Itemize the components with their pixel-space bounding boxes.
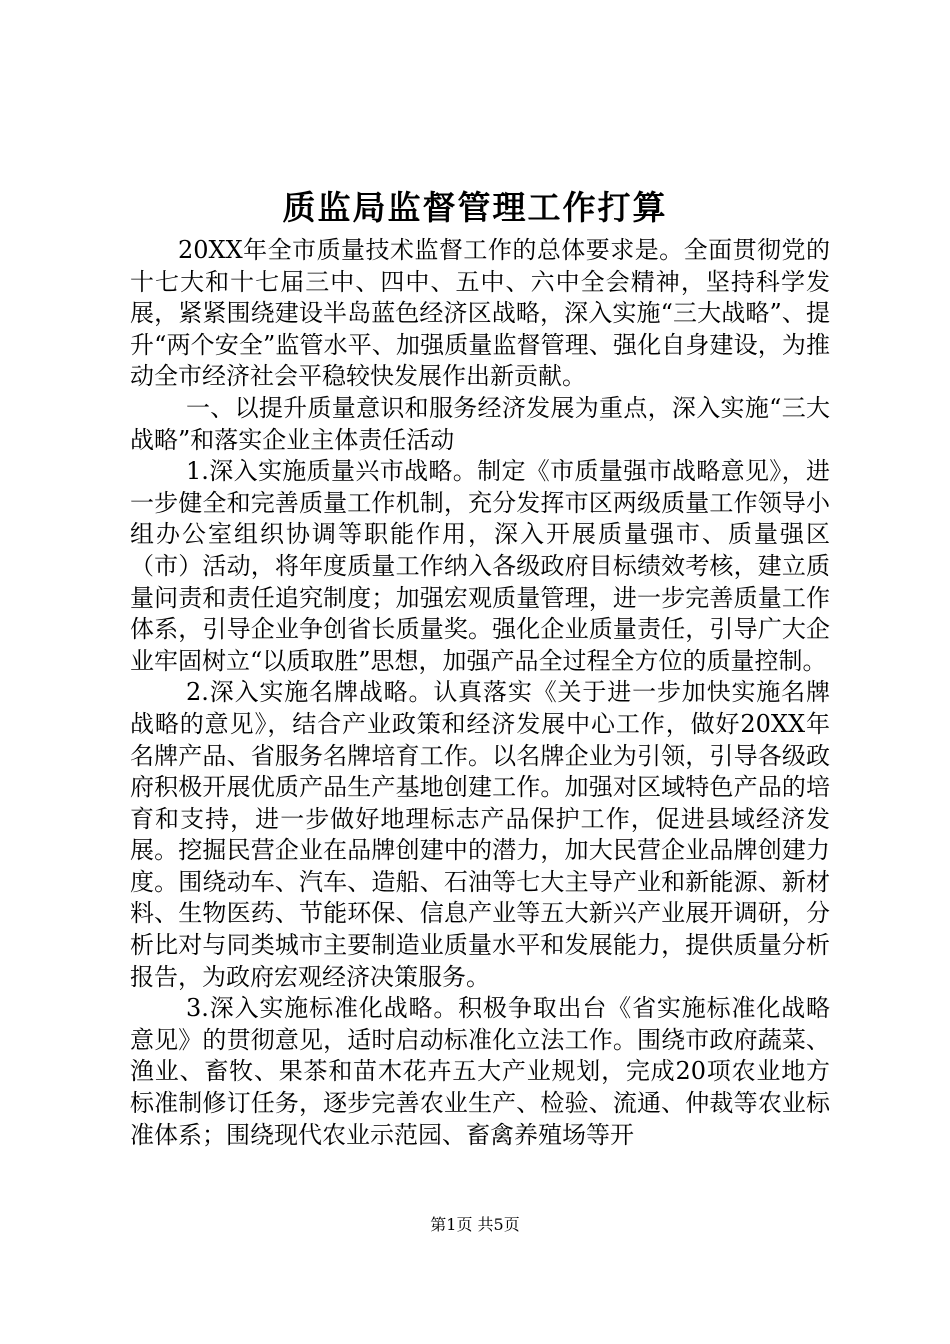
page-footer: 第1页 共5页 <box>430 1215 520 1234</box>
paragraph-item-2: 2.深入实施名牌战略。认真落实《关于进一步加快实施名牌战略的意见》，结合产业政策和经济发展中心工作，做好20XX年名牌产品、省服务名牌培育工作。以名牌企业为引领，引导各级政府积极开展优质产品生产基地创建工作。加强对区域特色产品的培育和支持，进一步做好地理标志产品保护工作，促进县域经济发展。挖掘民营企业在品牌创建中的潜力，加大民营企业品牌创建力度。围绕动车、汽车、造船、石油等七大主导产业和新能源、新材料、生物医药、节能环保、信息产业等五大新兴产业展开调研，分析比对与同类城市主要制造业质量水平和发展能力，提供质量分析报告，为政府宏观经济决策服务。 <box>130 678 830 991</box>
document-title: 质监局监督管理工作打算 <box>282 188 668 227</box>
paragraph-item-3: 3.深入实施标准化战略。积极争取出台《省实施标准化战略意见》的贯彻意见，适时启动标准化立法工作。围绕市政府蔬菜、渔业、畜牧、果茶和苗木花卉五大产业规划，完成20项农业地方标准制修订任务，逐步完善农业生产、检验、流通、仲裁等农业标准体系；围绕现代农业示范园、畜禽养殖场等开 <box>130 994 830 1149</box>
section-heading-1: 一、以提升质量意识和服务经济发展为重点，深入实施“三大战略”和落实企业主体责任活动 <box>130 393 830 454</box>
intro-paragraph: 20XX年全市质量技术监督工作的总体要求是。全面贯彻党的十七大和十七届三中、四中、五中、六中全会精神，坚持科学发展，紧紧围绕建设半岛蓝色经济区战略，深入实施“三大战略”、提升“两个安全”监管水平、加强质量监督管理、强化自身建设，为推动全市经济社会平稳较快发展作出新贡献。 <box>130 236 830 391</box>
document-body <box>130 235 830 1151</box>
paragraph-item-1: 1.深入实施质量兴市战略。制定《市质量强市战略意见》，进一步健全和完善质量工作机制，充分发挥市区两级质量工作领导小组办公室组织协调等职能作用，深入开展质量强市、质量强区（市）活动，将年度质量工作纳入各级政府目标绩效考核，建立质量问责和责任追究制度；加强宏观质量管理，进一步完善质量工作体系，引导企业争创省长质量奖。强化企业质量责任，引导广大企业牢固树立“以质取胜”思想，加强产品全过程全方位的质量控制。 <box>130 457 830 675</box>
